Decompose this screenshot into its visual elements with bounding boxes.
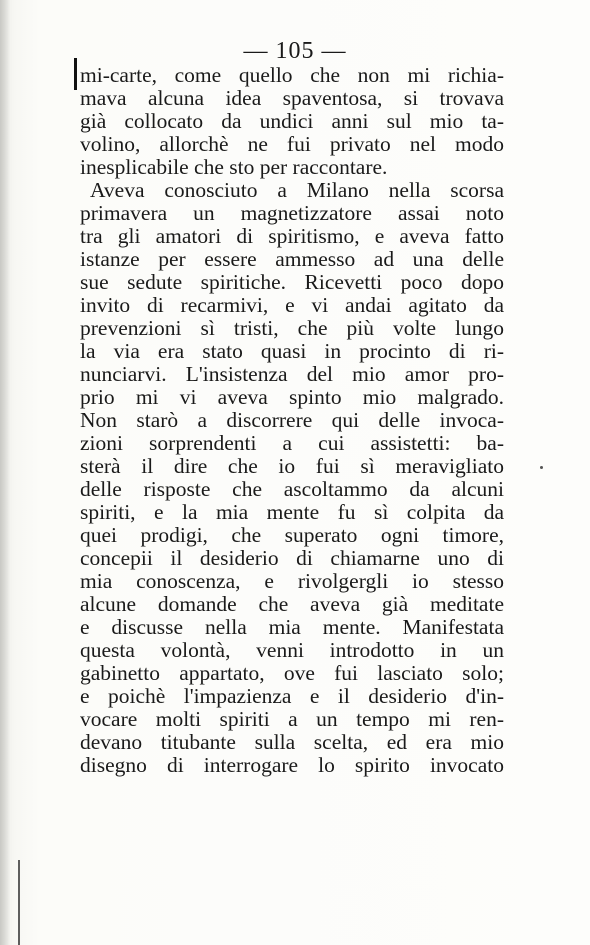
text-line: nunciarvi. L'insistenza del mio amor pro- xyxy=(80,362,504,386)
text-line: prevenzioni sì tristi, che più volte lungo xyxy=(80,316,504,340)
text-line: primavera un magnetizzatore assai noto xyxy=(80,201,504,225)
text-line: la via era stato quasi in procinto di ri- xyxy=(80,339,504,363)
text-line: vocare molti spiriti a un tempo mi ren- xyxy=(80,707,504,731)
text-line: sterà il dire che io fui sì meravigliato xyxy=(80,454,504,478)
text-line: gabinetto appartato, ove fui lasciato solo; xyxy=(80,661,504,685)
binding-edge-mark xyxy=(18,860,20,945)
text-line: e poichè l'impazienza e il desiderio d'in- xyxy=(80,684,504,708)
text-line: mava alcuna idea spaventosa, si trovava xyxy=(80,86,504,110)
gutter-shadow xyxy=(0,0,10,945)
text-line: volino, allorchè ne fui privato nel modo xyxy=(80,132,504,156)
text-line: e discusse nella mia mente. Manifestata xyxy=(80,615,504,639)
text-line: prio mi vi aveva spinto mio malgrado. xyxy=(80,385,504,409)
text-line: inesplicabile che sto per raccontare. xyxy=(80,155,388,179)
text-line: mi-carte, come quello che non mi richia- xyxy=(80,63,504,87)
text-line: concepii il desiderio di chiamarne uno di xyxy=(80,546,504,570)
text-line: questa volontà, venni introdotto in un xyxy=(80,638,504,662)
text-line: delle risposte che ascoltammo da alcuni xyxy=(80,477,504,501)
text-line: tra gli amatori di spiritismo, e aveva fatto xyxy=(80,224,504,248)
text-line: spiriti, e la mia mente fu sì colpita da xyxy=(80,500,504,524)
text-line: disegno di interrogare lo spirito invocato xyxy=(80,753,504,777)
text-line: devano titubante sulla scelta, ed era mio xyxy=(80,730,504,754)
text-line: mia conoscenza, e rivolgergli io stesso xyxy=(80,569,504,593)
body-text xyxy=(80,64,504,777)
ink-speck xyxy=(540,466,543,469)
text-line: zioni sorprendenti a cui assistetti: ba- xyxy=(80,431,504,455)
text-line: invito di recarmivi, e vi andai agitato da xyxy=(80,293,504,317)
text-line: Aveva conosciuto a Milano nella scorsa xyxy=(90,178,504,202)
text-line: Non starò a discorrere qui delle invoca- xyxy=(80,408,504,432)
text-line: sue sedute spiritiche. Ricevetti poco dopo xyxy=(80,270,504,294)
text-line: quei prodigi, che superato ogni timore, xyxy=(80,523,504,547)
text-line: istanze per essere ammesso ad una delle xyxy=(80,247,504,271)
page-number: — 105 — xyxy=(243,38,347,64)
text-line: alcune domande che aveva già meditate xyxy=(80,592,504,616)
text-line: già collocato da undici anni sul mio ta- xyxy=(80,109,504,133)
